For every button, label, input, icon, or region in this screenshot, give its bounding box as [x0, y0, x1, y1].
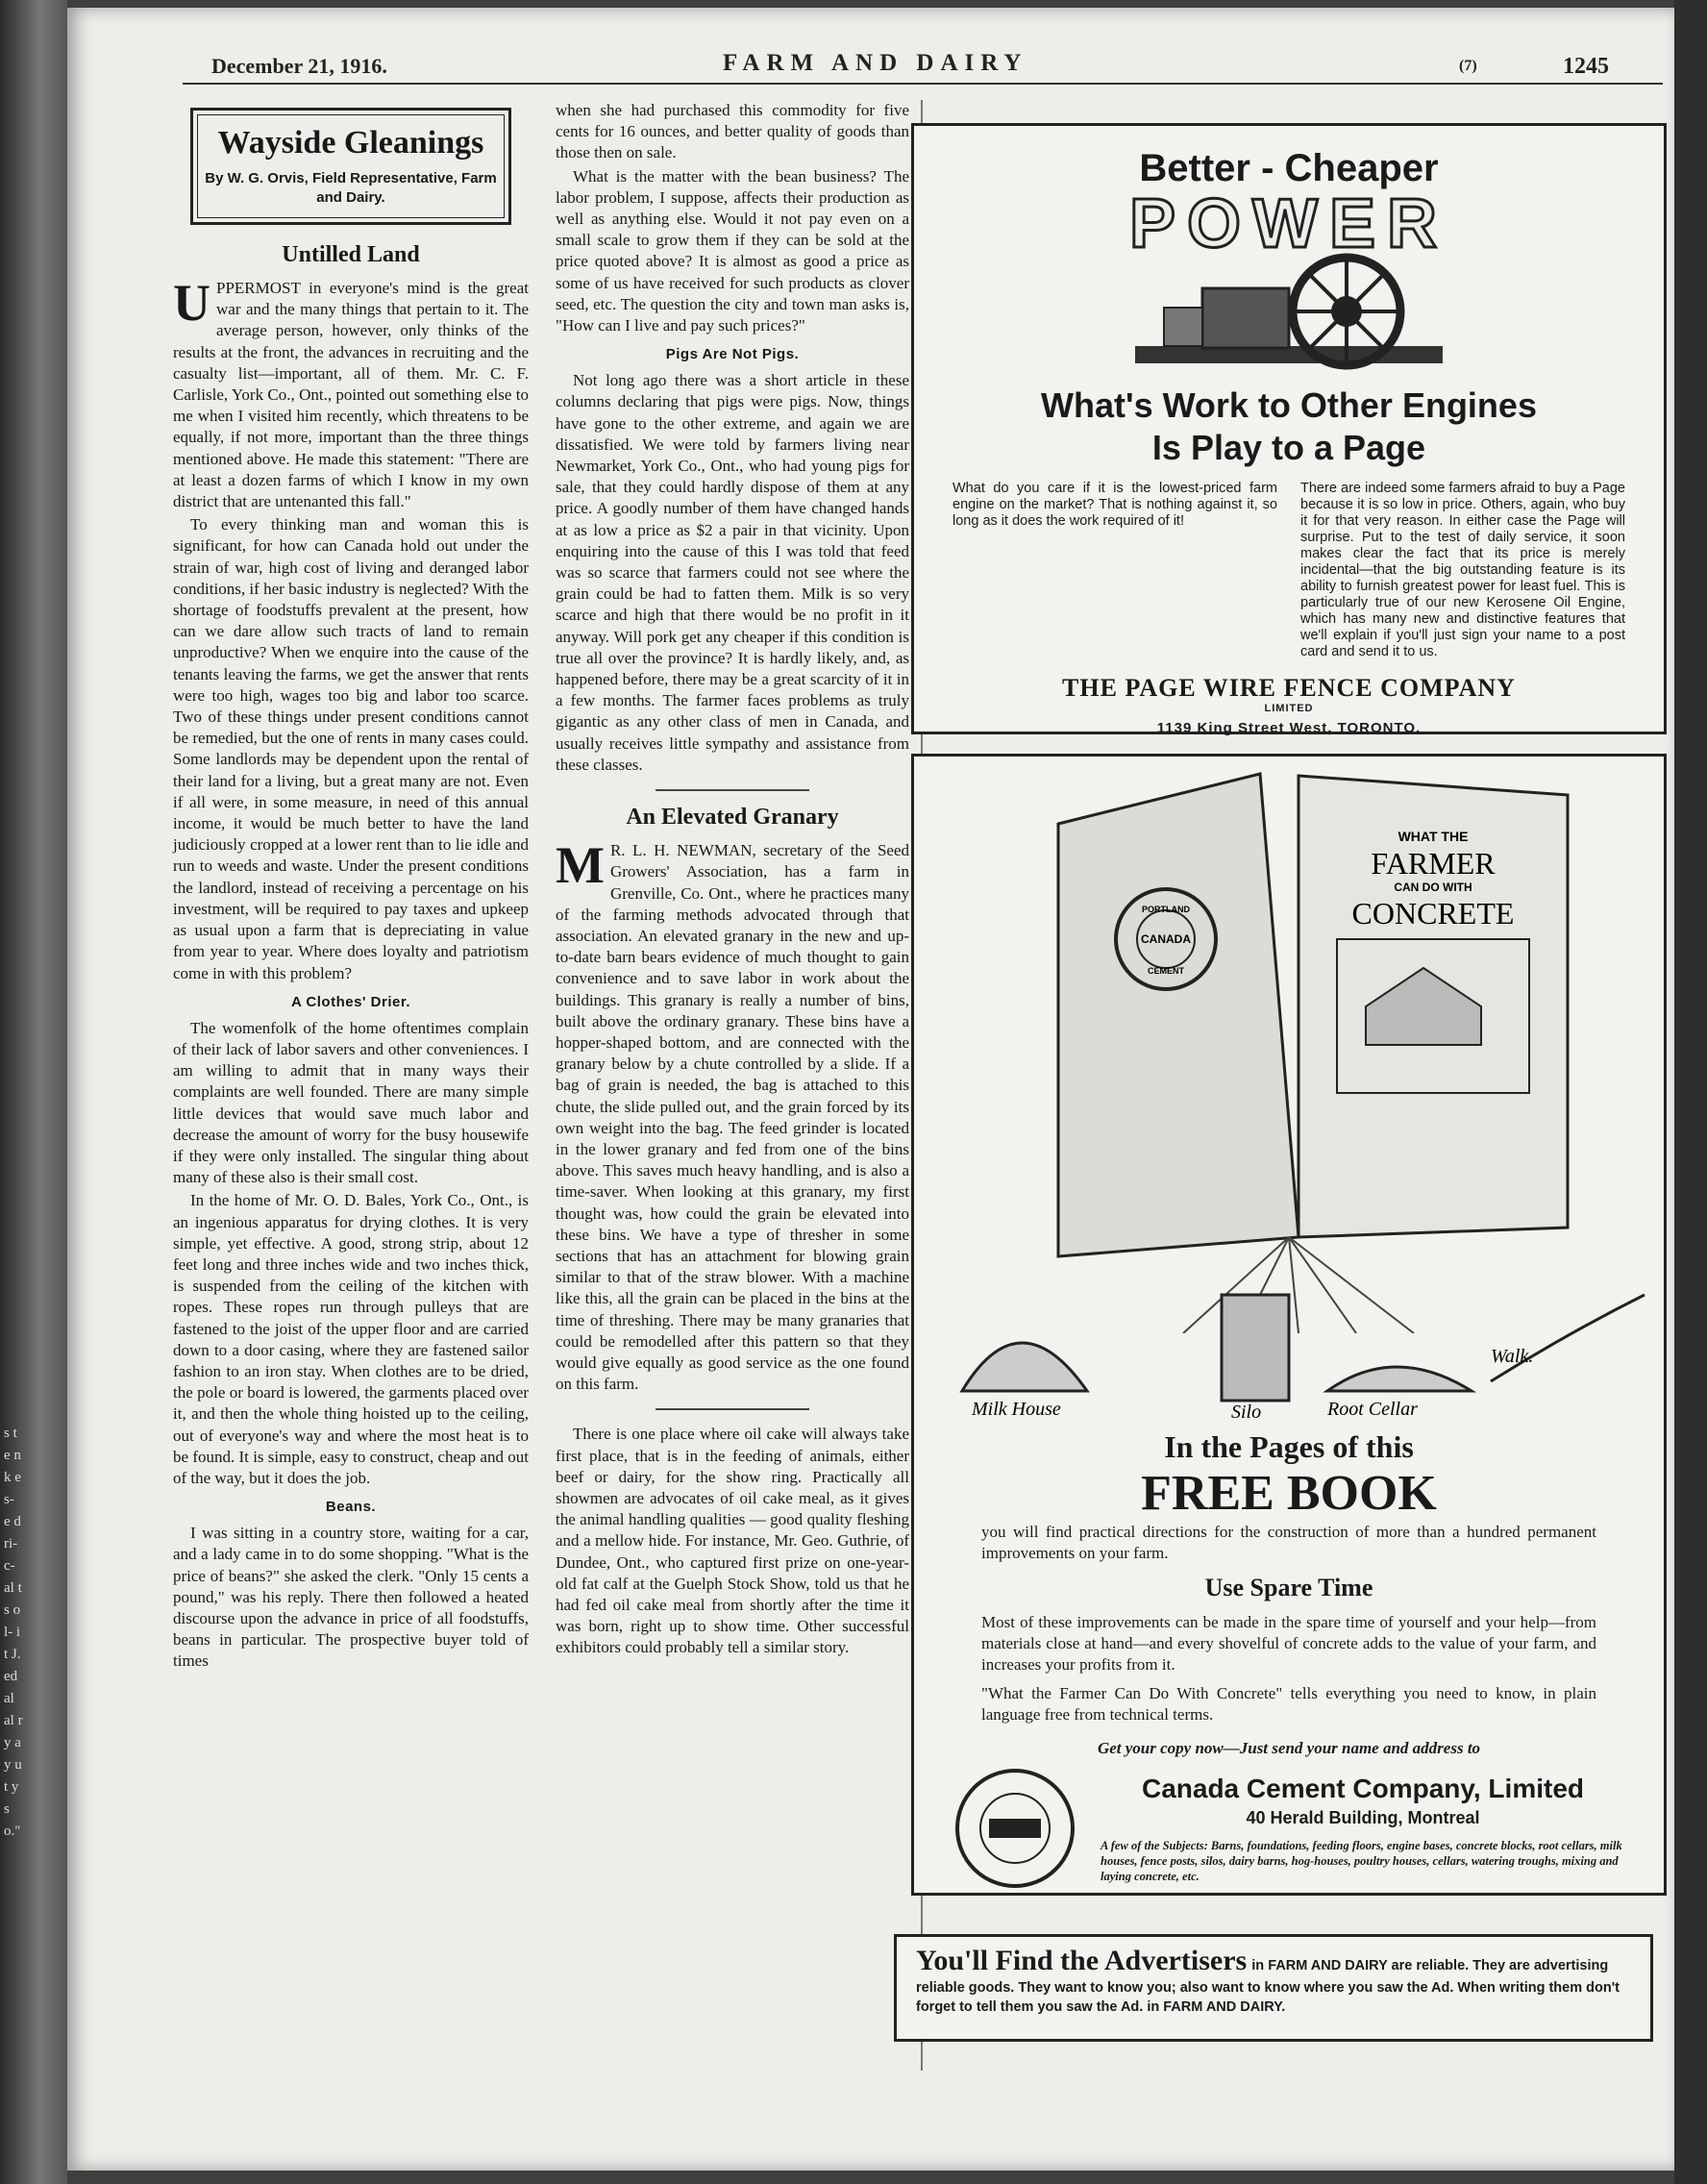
drop-cap: U	[173, 274, 210, 332]
seal-bot-text: CEMENT	[1148, 966, 1184, 976]
book-title-1: WHAT THE	[1398, 829, 1469, 844]
ad-free-book: FREE BOOK	[1141, 1466, 1437, 1521]
ad-company: THE PAGE WIRE FENCE COMPANY	[1062, 674, 1516, 702]
paragraph: Not long ago there was a short article in these columns declaring that pigs were pigs. Now, things have gone to the other extreme, and again we are dissatisfied. We were told by farmers living near Newmarket, York Co., Ont., who had young pigs for sale, that they could hardly dispose of them at any price. A goodly number of them have changed hands at as low a price as $2 a pair in that vicinity. Upon enquiring into the cause of this I was told that feed was so scarce that farmers could not see where the grain could be had to fatten them. Milk is so very scarce and high that there would be no profit in it anyway. Will pork get any cheaper if this condition is true all over the province? It is hardly likely, and, as happened before, there may be a great scarcity of it in a few months. The farmer faces problems as truly gigantic as any other class of men in Canada, and usually receives little sympathy and assistance from these classes.	[556, 371, 909, 774]
book-title-3: CAN DO WITH	[1394, 881, 1472, 894]
ad-body-1: What do you care if it is the lowest-priced farm engine on the market? That is nothing against it, so long as it does the work required of it!	[952, 481, 1277, 529]
ad-body-2: There are indeed some farmers afraid to buy a Page because it is so low in price. Others, again, who buy it for that very reason. In either case the Page will surprise. Put to the test of daily service, it soon makes clear the fact that its price is merely incidental—that the big outstanding feature is its ability to furnish greatest power for least fuel. This is particularly true of our new Kerosene Oil Engine, which has many new and distinctive features that we'll explain if you'll just sign your name to a post card and send it to us.	[1300, 481, 1625, 659]
concrete-book-illustration-icon	[914, 757, 1664, 1333]
advertisers-notice	[894, 1934, 1653, 2042]
header-date: December 21, 1916.	[211, 54, 387, 78]
subheading-pigs: Pigs Are Not Pigs.	[665, 346, 800, 363]
book-spine	[0, 0, 67, 2184]
paragraph: I was sitting in a country store, waiting for a car, and a lady came in to do some shopping. "What is the price of beans?" she asked the clerk. "Only 15 cents a pound," was his reply. There then followed a heated discourse upon the advance in price of all foodstuffs, beans in particular. The prospective buyer told of times	[173, 1524, 529, 1671]
ad-body	[914, 481, 1664, 660]
spine-fragment-text: s t e n k e s- e d ri- c- al ts ol- it J. ed al al ry ay ut ys o."	[4, 1426, 23, 1839]
section-rule	[656, 1408, 809, 1410]
advertisers-text: in FARM AND DAIRY are reliable. They are advertising reliable goods. They want to know you; also want to know where you saw the Ad. When writing them don't forget to tell them you saw the Ad. in FARM AND DAIRY.	[916, 1958, 1620, 2015]
ad-power-logo: POWER	[1128, 186, 1448, 262]
paragraph: M R. L. H. NEWMAN, secretary of the Seed Growers' Association, has a farm in Grenville, Co. Ont., where he practices many of the farming methods advocated through that association. An elevated granary in the new and up-to-date barn bears evidence of much thought to gain convenience and to save labor in work about the buildings. This granary is really a number of bins, built above the ordinary granary. These bins have a hopper-shaped bottom, and are connected with the granary below by a chute controlled by a slide. If a bag of grain is needed, the bag is attached to this chute, the slide pulled out, and the grain forced by its own weight into the bag. The feed grinder is located in the lower granary and fed from one of the bins above. This saves much heavy handling, and is also a time-saver. When looking at this granary, my first thought was, how could the grain be elevated into these bins. We have a type of thresher in some sections that has an attachment for blowing grain similar to that of the straw blower. With a machine like this, all the grain can be placed in the bins at the time of threshing. There may be many granaries that could be remodelled after this pattern so that they would give equally as good service as the one found on this farm.	[556, 836, 909, 1394]
masthead: FARM AND DAIRY	[723, 50, 1028, 76]
book-title-4: CONCRETE	[1351, 896, 1515, 931]
seal-top-text: PORTLAND	[1142, 905, 1190, 914]
page-edge	[1674, 0, 1707, 2184]
wayside-byline: By W. G. Orvis, Field Representative, Farm and Dairy.	[205, 170, 497, 206]
seal-mid-text: CANADA	[1141, 932, 1191, 946]
ad-address: 40 Herald Building, Montreal	[1246, 1807, 1480, 1827]
label-root-cellar: Root Cellar	[1327, 1399, 1418, 1420]
paragraph: To every thinking man and woman this is significant, for how can Canada hold out under the strain of war, high cost of living and deranged labor conditions, if her basic industry is neglected? With the shortage of foodstuffs prevalent at the present, how can we dare allow such tracts of land to remain unproductive? When we enquire into the cause of the tenants leaving the farms, we get the answer that rents were too high, wages too big and labor too scarce. Two of these things under present conditions cannot be remedied, but the one of rents in many cases could. Some landlords may be dependent upon the rental of their land for a living, but a great many are not. Even if all were, in some measure, in need of this annual income, it would be much better to have the land judiciously cropped at a lower rent than to lie idle and run to weeds and waste. Under the present conditions the landlord, instead of receiving a percentage on his investment, will be required to pay taxes and upkeep as usual upon a farm that is depreciating in value from year to year. Where does loyalty and patriotism come in with this problem?	[173, 515, 529, 982]
ad-address: 1139 King Street West, TORONTO.	[1156, 720, 1422, 736]
paragraph: In the home of Mr. O. D. Bales, York Co., Ont., is an ingenious apparatus for drying clothes. It is very simple, yet effective. A good, strong strip, about 12 feet long and three inches wide and two inches thick, is suspended from the ceiling of the kitchen with ropes. These ropes run through pulleys that are fastened to the joist of the upper floor and are carried down to a door casing, where they are fastened sailor fashion to an iron stay. When clothes are to be dried, the pole or board is lowered, the garments placed over it, and then the whole thing hoisted up to the ceiling, out of everyone's way and where the most heat is to be found. It is simple, easy to construct, cheap and out of the way, but it does the job.	[173, 1191, 529, 1487]
label-silo: Silo	[1231, 1402, 1262, 1420]
ad-tagline-1: What's Work to Other Engines	[1041, 385, 1537, 425]
ad-intro: you will find practical directions for the construction of more than a hundred permanent improvements on your farm.	[981, 1523, 1596, 1562]
paragraph: when she had purchased this commodity for five cents for 16 ounces, and better quality of goods than those then on sale.	[556, 101, 909, 162]
farm-scene-illustration-icon	[914, 1276, 1664, 1420]
section-rule	[656, 789, 809, 791]
advertisers-title: You'll Find the Advertisers	[916, 1945, 1248, 1976]
paragraph: UPPERMOST in everyone's mind is the great war and the many things that pertain to it. The average person, however, only thinks of the results at the front, the advances in recruiting and the casualty list—important, all of them. Mr. C. F. Carlisle, York Co., Ont., pointed out something else to me when I visited him recently, which threatens to be equally, if not more, important than the three things mentioned above. He made this statement: "There are at least a dozen farms of which I know in my own district that are untenanted this fall."	[173, 274, 529, 511]
ad-subjects: A few of the Subjects: Barns, foundations, feeding floors, engine bases, concrete blocks, root cellars, milk houses, fence posts, silos, dairy barns, hog-houses, poultry houses, cellars, watering troughs, mixing and laying concrete, etc.	[1101, 1838, 1622, 1883]
paragraph: There is one place where oil cake will always take first place, that is in the feeding of animals, either beef or dairy, for the show ring. Practically all showmen are advocates of oil cake meal, as it gives the animal handling qualities — good quality fleshing and a mellow hide. For instance, Mr. Geo. Guthrie, of Dundee, Ont., who captured first prize on one-year-old fat calf at the Guelph Stock Show, told us that he had fed oil cake meal from shortly after the time it was born, right up to show time. Other successful exhibitors could probably tell a similar story.	[556, 1425, 909, 1657]
label-milk-house: Milk House	[972, 1399, 1061, 1420]
drop-cap: M	[556, 836, 605, 895]
ad-company: Canada Cement Company, Limited	[1141, 1773, 1584, 1803]
book-title-2: FARMER	[1371, 846, 1496, 881]
ad-tagline-2: Is Play to a Page	[1151, 428, 1426, 467]
canada-cement-seal-icon	[952, 1766, 1077, 1891]
page-engine-ad	[911, 123, 1667, 734]
section-mark: (7)	[1459, 58, 1477, 74]
label-walk: Walk.	[1491, 1346, 1534, 1367]
paragraph: What is the matter with the bean business? The labor problem, I suppose, affects their production as well as anything else. Would it not pay even on a small scale to grow them if they can be sold at the price quoted above? It is almost as good a price as some of us have received for such products as clover seed, etc. The question the city and town man asks is, "How can I live and pay such prices?"	[556, 166, 909, 335]
ad-spare-time: Use Spare Time	[1204, 1574, 1373, 1601]
wayside-box	[190, 108, 511, 225]
newspaper-page	[67, 8, 1674, 2171]
subheading-clothes-drier: A Clothes' Drier.	[290, 993, 411, 1010]
subheading-beans: Beans.	[325, 1499, 377, 1516]
column-1	[173, 108, 529, 1675]
ad-get-copy: Get your copy now—Just send your name and address to	[1097, 1739, 1481, 1757]
ad-body-1: Most of these improvements can be made in the spare time of yourself and your help—from materials close at hand—and every shovelful of concrete adds to the value of your farm, and increases your profits from it.	[981, 1613, 1596, 1674]
heading-elevated-granary: An Elevated Granary	[626, 805, 839, 831]
heading-untilled-land: Untilled Land	[282, 242, 420, 267]
page-number: 1245	[1563, 54, 1609, 79]
header-rule	[183, 83, 1663, 85]
engine-illustration-icon	[914, 250, 1664, 385]
canada-cement-ad	[911, 754, 1667, 1896]
ad-pages-line: In the Pages of this	[1164, 1429, 1414, 1464]
paragraph: The womenfolk of the home oftentimes complain of their lack of labor savers and other conveniences. I am willing to admit that in many ways their complaints are well founded. There are many simple little devices that would save much labor and decrease the amount of worry for the busy housewife if they were only installed. The singular thing about many of these also is their small cost.	[173, 1018, 529, 1187]
column-2	[556, 100, 909, 1661]
ad-body-2: "What the Farmer Can Do With Concrete" tells everything you need to know, in plain language free from technical terms.	[981, 1684, 1596, 1724]
ad-limited: LIMITED	[1264, 703, 1314, 714]
ad-headline: Better - Cheaper	[1139, 147, 1439, 189]
wayside-title: Wayside Gleanings	[217, 125, 484, 161]
